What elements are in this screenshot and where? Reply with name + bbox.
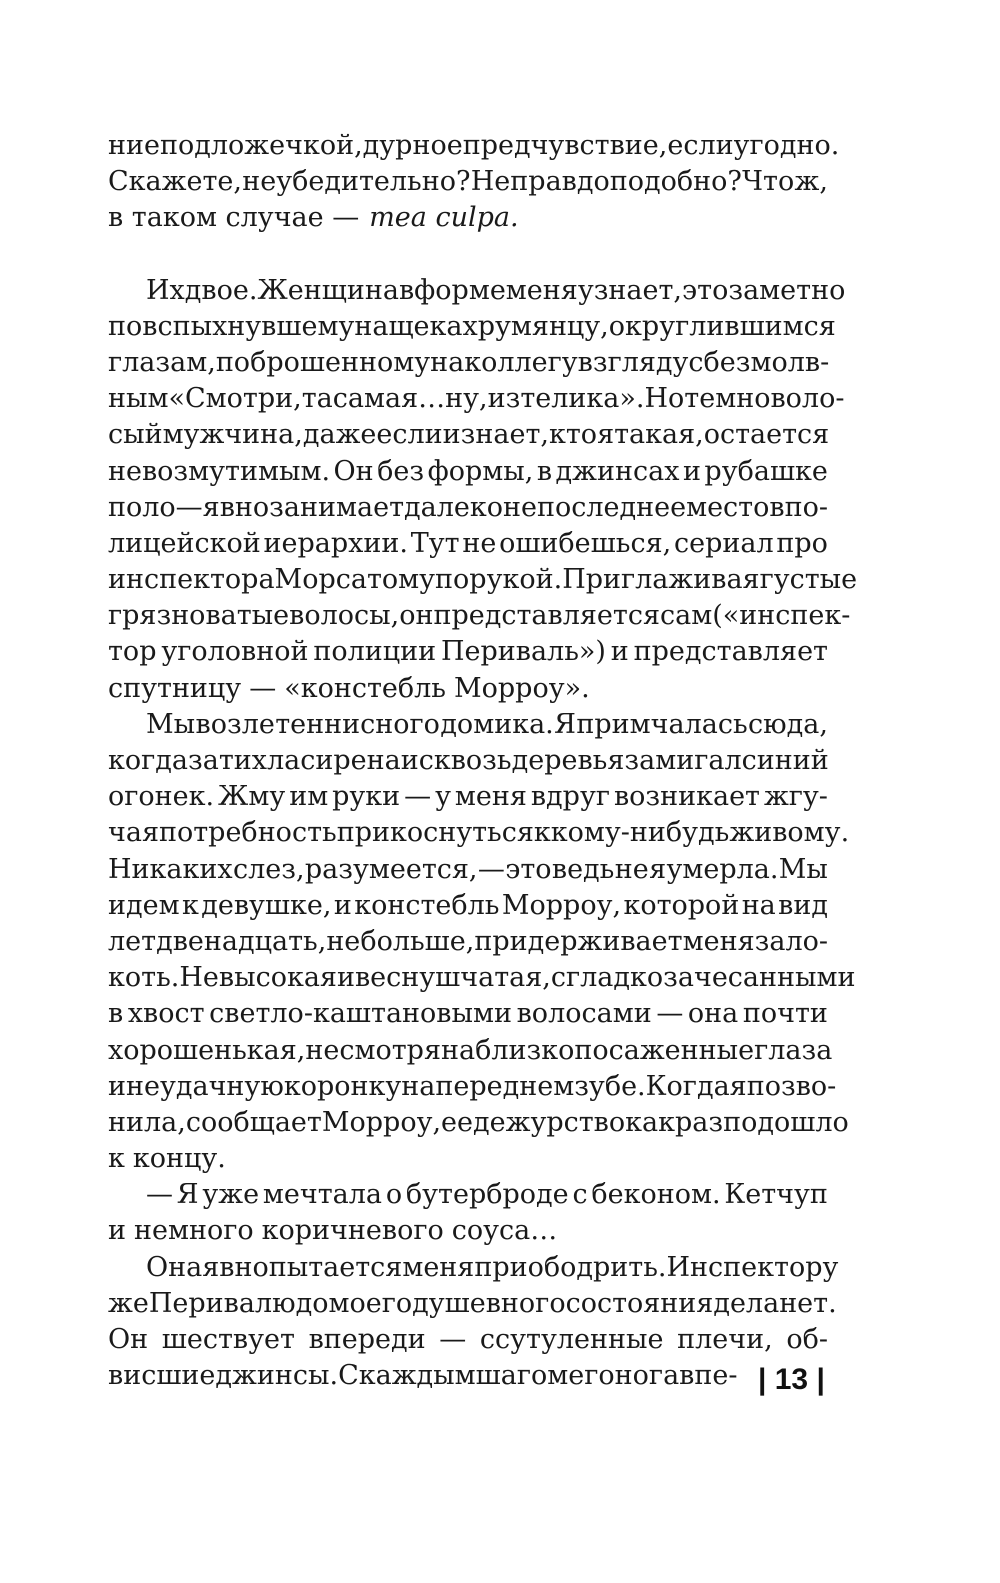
- text-line: Он шествует впереди — ссутуленные плечи, об-: [108, 1324, 828, 1355]
- paragraph: [108, 707, 856, 1177]
- text-line: Скажете, неубедительно? Неправдоподобно? Что ж,: [108, 166, 828, 198]
- text-line: невозмутимым. Он без формы, в джинсах и рубашке: [108, 455, 828, 487]
- page-number-value: 13: [774, 1363, 809, 1396]
- text-line: Их двое. Женщина в форме меня узнает, это заметно: [146, 274, 846, 306]
- text-line: коть. Невысокая и веснушчатая, с гладко зачесанными: [108, 962, 856, 994]
- text-line: огонек. Жму им руки — у меня вдруг возникает жгу-: [108, 781, 828, 813]
- text-line: нила, сообщает Морроу, ее дежурство как раз подошло: [108, 1106, 849, 1138]
- text-line: тор уголовной полиции Периваль») и представляет: [108, 636, 828, 668]
- text-line: ние под ложечкой, дурное предчувствие, если угодно.: [108, 130, 840, 161]
- text-line: грязноватые волосы, он представляется сам («инспек-: [108, 600, 851, 632]
- text-line: сый мужчина, даже если и знает, кто я такая, остается: [108, 419, 830, 451]
- paragraph: [108, 128, 840, 237]
- paragraph: [108, 1177, 828, 1249]
- text-line: в таком случае — mea culpa.: [108, 200, 828, 236]
- text-line: Она явно пытается меня приободрить. Инспектору: [146, 1251, 839, 1283]
- text-line: хорошенькая, несмотря на близко посаженные глаза: [108, 1034, 833, 1066]
- text-line: и неудачную коронку на переднем зубе. Когда я позво-: [108, 1070, 837, 1102]
- italic-phrase: mea culpa.: [369, 202, 519, 234]
- text-line: инспектора Морса тому порукой. Приглаживая густые: [108, 564, 858, 596]
- text-line: Никаких слез, разумеется, — это ведь не я умерла. Мы: [108, 853, 828, 885]
- text-line: и немного коричневого соуса…: [108, 1215, 558, 1247]
- text-line: по вспыхнувшему на щеках румянцу, округлившимся: [108, 310, 836, 342]
- text-line: спутницу — «констебль Морроу».: [108, 672, 590, 704]
- text-line: Мы возле теннисного домика. Я примчалась сюда,: [146, 708, 828, 740]
- text-line: глазам, по брошенному на коллегу взгляду с безмолв-: [108, 346, 830, 378]
- text-line: к концу.: [108, 1143, 226, 1175]
- text-line: — Я уже мечтала о бутерброде с беконом. Кетчуп: [146, 1179, 828, 1211]
- page-text: [108, 128, 858, 1394]
- text-line: когда затихла сирена и сквозь деревья замигал синий: [108, 745, 829, 776]
- text-line: идем к девушке, и констебль Морроу, которой на вид: [108, 889, 828, 921]
- page-number: [758, 1362, 825, 1398]
- page-number-bar-left: |: [758, 1363, 767, 1396]
- text-line: чая потребность прикоснуться к кому-нибудь живому.: [108, 817, 850, 849]
- text-line: поло — явно занимает далеко не последнее место в по-: [108, 491, 828, 523]
- text-line: лицейской иерархии. Тут не ошибешься, сериал про: [108, 527, 828, 559]
- text-line: в хвост светло-каштановыми волосами — она почти: [108, 998, 828, 1030]
- text-line: висшие джинсы. С каждым шагом его нога впе-: [108, 1360, 738, 1392]
- text-line: лет двенадцать, не больше, придерживает меня за ло-: [108, 925, 828, 957]
- page-number-bar-right: |: [816, 1363, 825, 1396]
- paragraph: [108, 1250, 839, 1395]
- paragraph: [108, 273, 858, 707]
- text-line: же Перивалю до моего душевного состояния дела нет.: [108, 1287, 837, 1319]
- paragraph-gap: [108, 237, 828, 273]
- text-line: ным «Смотри, та самая… ну, из телика». Но темноволо-: [108, 383, 845, 415]
